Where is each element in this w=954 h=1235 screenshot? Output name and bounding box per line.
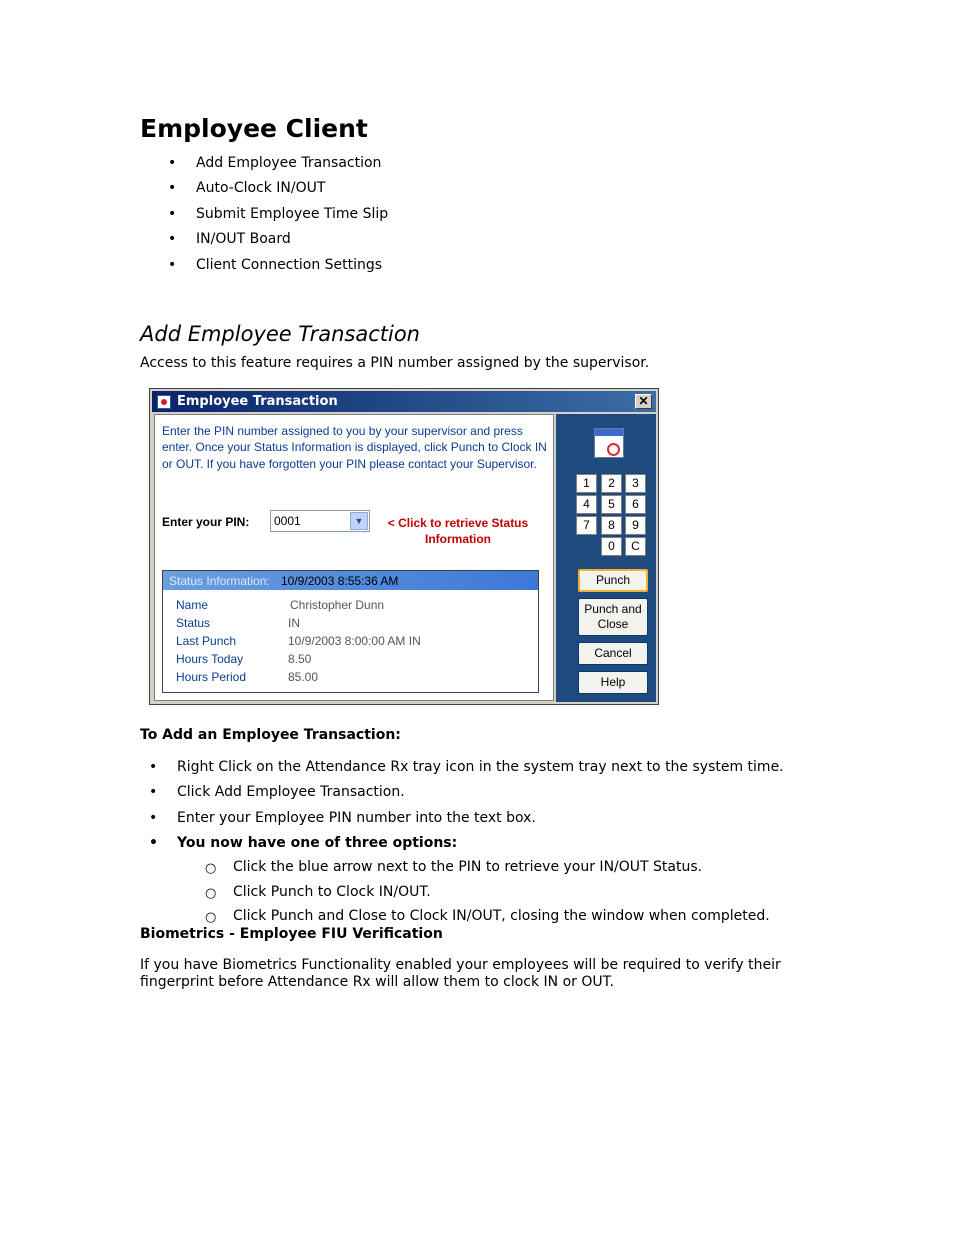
key-7[interactable]: 7: [576, 516, 597, 535]
dialog-title: Employee Transaction: [177, 394, 338, 409]
pin-label: Enter your PIN:: [162, 515, 250, 529]
key-9[interactable]: 9: [625, 516, 646, 535]
app-icon: [157, 395, 171, 409]
close-button[interactable]: ✕: [635, 394, 652, 409]
page-title: Employee Client: [140, 114, 368, 143]
punch-button[interactable]: Punch: [578, 569, 648, 592]
pin-input[interactable]: [270, 510, 370, 532]
status-information-box: Status Information: 10/9/2003 8:55:36 AM Name Christopher Dunn Status IN Last Punch 10/9/2003 8:00:00 AM IN Hours Today 8.50 Hours Period 85.00: [162, 570, 539, 693]
chevron-down-icon[interactable]: ▼: [350, 512, 368, 530]
help-button[interactable]: Help: [578, 671, 648, 694]
status-label: Status Information:: [169, 574, 270, 588]
biometrics-heading: Biometrics - Employee FIU Verification: [140, 926, 443, 942]
status-datetime: 10/9/2003 8:55:36 AM: [281, 574, 399, 588]
key-5[interactable]: 5: [601, 495, 622, 514]
key-2[interactable]: 2: [601, 474, 622, 493]
section-title: Add Employee Transaction: [140, 322, 420, 346]
status-header: [163, 571, 538, 590]
retrieve-status-hint: < Click to retrieve Status Information: [387, 516, 529, 546]
key-3[interactable]: 3: [625, 474, 646, 493]
employee-transaction-dialog: [149, 388, 659, 705]
dialog-titlebar: [152, 391, 656, 412]
cancel-button[interactable]: Cancel: [578, 642, 648, 665]
key-6[interactable]: 6: [625, 495, 646, 514]
key-clear[interactable]: C: [625, 537, 646, 556]
howto-heading: To Add an Employee Transaction:: [140, 727, 401, 743]
biometrics-text: If you have Biometrics Functionality enabled your employees will be required to verify their fingerprint before Attendance Rx will allow them to clock IN or OUT.: [140, 957, 781, 990]
key-4[interactable]: 4: [576, 495, 597, 514]
intro-text: Access to this feature requires a PIN number assigned by the supervisor.: [140, 355, 650, 371]
punch-and-close-button[interactable]: Punch and Close: [578, 598, 648, 636]
transaction-panel: [154, 414, 554, 701]
calendar-clock-icon: [594, 428, 624, 458]
key-1[interactable]: 1: [576, 474, 597, 493]
instructions-text: Enter the PIN number assigned to you by your supervisor and press enter. Once your Status Information is displayed, click Punch to Clock IN or OUT. If you have forgotten your PIN please contact your Supervisor.: [162, 424, 547, 471]
action-panel: [556, 414, 656, 702]
pin-value: 0001: [274, 514, 301, 528]
key-0[interactable]: 0: [601, 537, 622, 556]
key-8[interactable]: 8: [601, 516, 622, 535]
